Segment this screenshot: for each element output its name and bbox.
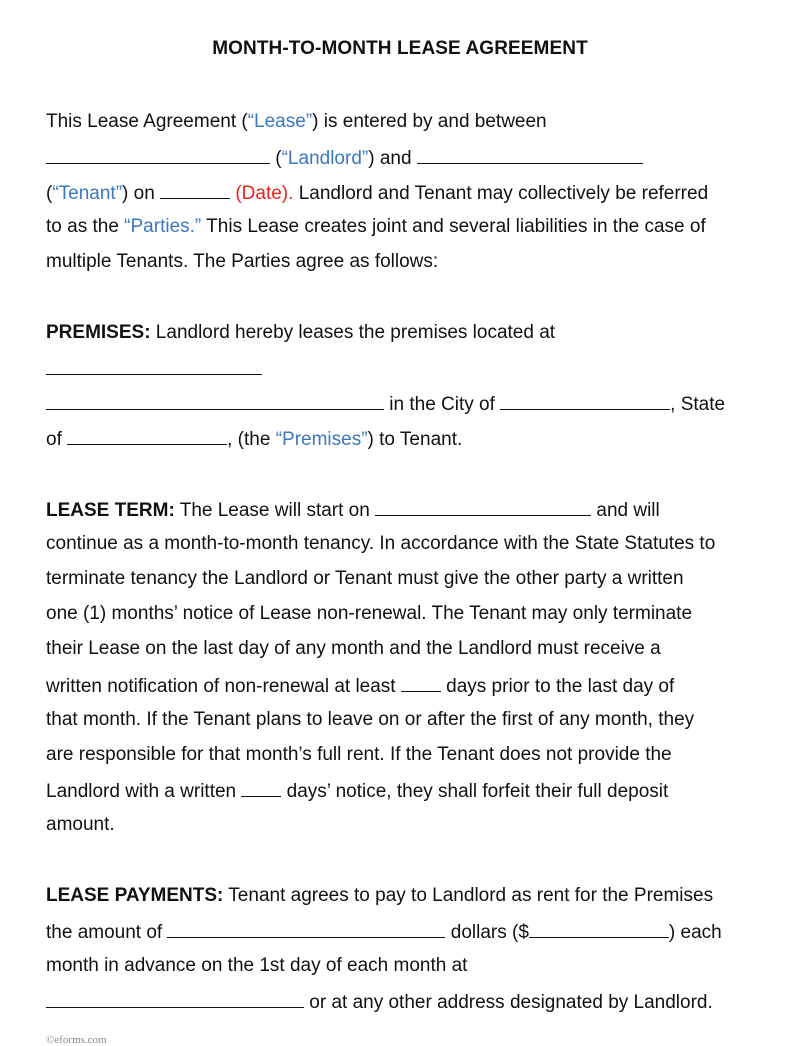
notice-days-blank-2[interactable] bbox=[241, 778, 281, 797]
text: ( bbox=[46, 183, 53, 204]
lease-term-line-6 bbox=[46, 673, 674, 699]
term-premises: “Premises” bbox=[275, 429, 368, 450]
text: This Lease creates joint and several liabilities in the case of bbox=[201, 216, 706, 237]
text: Landlord hereby leases the premises located at bbox=[150, 322, 556, 343]
intro-line-2 bbox=[46, 145, 643, 171]
start-date-blank[interactable] bbox=[375, 497, 591, 516]
lease-payments-heading: LEASE PAYMENTS: bbox=[46, 885, 224, 906]
intro-line-4 bbox=[46, 215, 706, 239]
lease-term-line-5: their Lease on the last day of any month and the Landlord must receive a bbox=[46, 638, 661, 659]
text: ) each bbox=[668, 922, 722, 943]
lease-payments-line-3: month in advance on the 1st day of each month at bbox=[46, 955, 468, 976]
lease-payments-line-4 bbox=[46, 989, 713, 1015]
lease-payments-line-2 bbox=[46, 919, 722, 945]
rent-words-blank[interactable] bbox=[167, 919, 445, 938]
watermark: ©eforms.com bbox=[46, 1034, 107, 1046]
text: ) and bbox=[368, 148, 417, 169]
rent-amount-blank[interactable] bbox=[529, 919, 669, 938]
text: Tenant agrees to pay to Landlord as rent for the Premises bbox=[223, 885, 714, 906]
term-landlord: “Landlord” bbox=[281, 148, 369, 169]
text: , State bbox=[670, 394, 726, 415]
premises-line-2 bbox=[46, 356, 262, 382]
lease-term-line-8: are responsible for that month’s full rent. If the Tenant does not provide the bbox=[46, 744, 672, 765]
intro-line-3 bbox=[46, 180, 708, 206]
text: days prior to the last day of bbox=[440, 676, 675, 697]
lease-term-line-4: one (1) months’ notice of Lease non-renewal. The Tenant may only terminate bbox=[46, 603, 693, 624]
notice-days-blank-1[interactable] bbox=[401, 673, 441, 692]
lease-term-line-7: that month. If the Tenant plans to leave on or after the first of any month, they bbox=[46, 709, 695, 730]
text: ) is entered by and between bbox=[312, 111, 547, 132]
text: the amount of bbox=[46, 922, 168, 943]
premises-line-4 bbox=[46, 426, 462, 452]
premises-line-3 bbox=[46, 391, 725, 417]
lease-term-line-9 bbox=[46, 778, 668, 804]
date-label: (Date). bbox=[230, 183, 294, 204]
lease-term-line-3: terminate tenancy the Landlord or Tenant must give the other party a written bbox=[46, 568, 684, 589]
premises-address-blank-1[interactable] bbox=[46, 356, 262, 375]
intro-line-1 bbox=[46, 110, 547, 134]
text: dollars ($ bbox=[445, 922, 529, 943]
text: ( bbox=[270, 148, 282, 169]
tenant-name-blank[interactable] bbox=[417, 145, 643, 164]
city-blank[interactable] bbox=[500, 391, 670, 410]
text: , (the bbox=[227, 429, 276, 450]
text: written notification of non-renewal at least bbox=[46, 676, 401, 697]
premises-line-1 bbox=[46, 321, 555, 345]
landlord-name-blank[interactable] bbox=[46, 145, 270, 164]
term-tenant: “Tenant” bbox=[52, 183, 123, 204]
term-parties: “Parties.” bbox=[124, 216, 202, 237]
intro-line-5: multiple Tenants. The Parties agree as follows: bbox=[46, 251, 439, 272]
text: The Lease will start on bbox=[174, 500, 376, 521]
document-title: MONTH-TO-MONTH LEASE AGREEMENT bbox=[212, 38, 588, 59]
text: in the City of bbox=[384, 394, 501, 415]
payment-address-blank[interactable] bbox=[46, 989, 304, 1008]
lease-term-line-2: continue as a month-to-month tenancy. In accordance with the State Statutes to bbox=[46, 533, 716, 554]
premises-heading: PREMISES: bbox=[46, 322, 151, 343]
text: to as the bbox=[46, 216, 125, 237]
lease-term-line-10: amount. bbox=[46, 814, 115, 835]
date-blank[interactable] bbox=[160, 180, 230, 199]
text: or at any other address designated by Landlord. bbox=[304, 992, 713, 1013]
text: Landlord with a written bbox=[46, 781, 242, 802]
text: ) on bbox=[122, 183, 161, 204]
text: Landlord and Tenant may collectively be referred bbox=[293, 183, 709, 204]
lease-payments-line-1 bbox=[46, 884, 713, 908]
text: days’ notice, they shall forfeit their full deposit bbox=[281, 781, 669, 802]
lease-term-line-1 bbox=[46, 497, 660, 523]
lease-term-heading: LEASE TERM: bbox=[46, 500, 175, 521]
state-blank[interactable] bbox=[67, 426, 227, 445]
text: ) to Tenant. bbox=[367, 429, 463, 450]
text: and will bbox=[591, 500, 660, 521]
text: of bbox=[46, 429, 68, 450]
text: This Lease Agreement ( bbox=[46, 111, 248, 132]
term-lease: “Lease” bbox=[247, 111, 313, 132]
premises-address-blank-2[interactable] bbox=[46, 391, 384, 410]
